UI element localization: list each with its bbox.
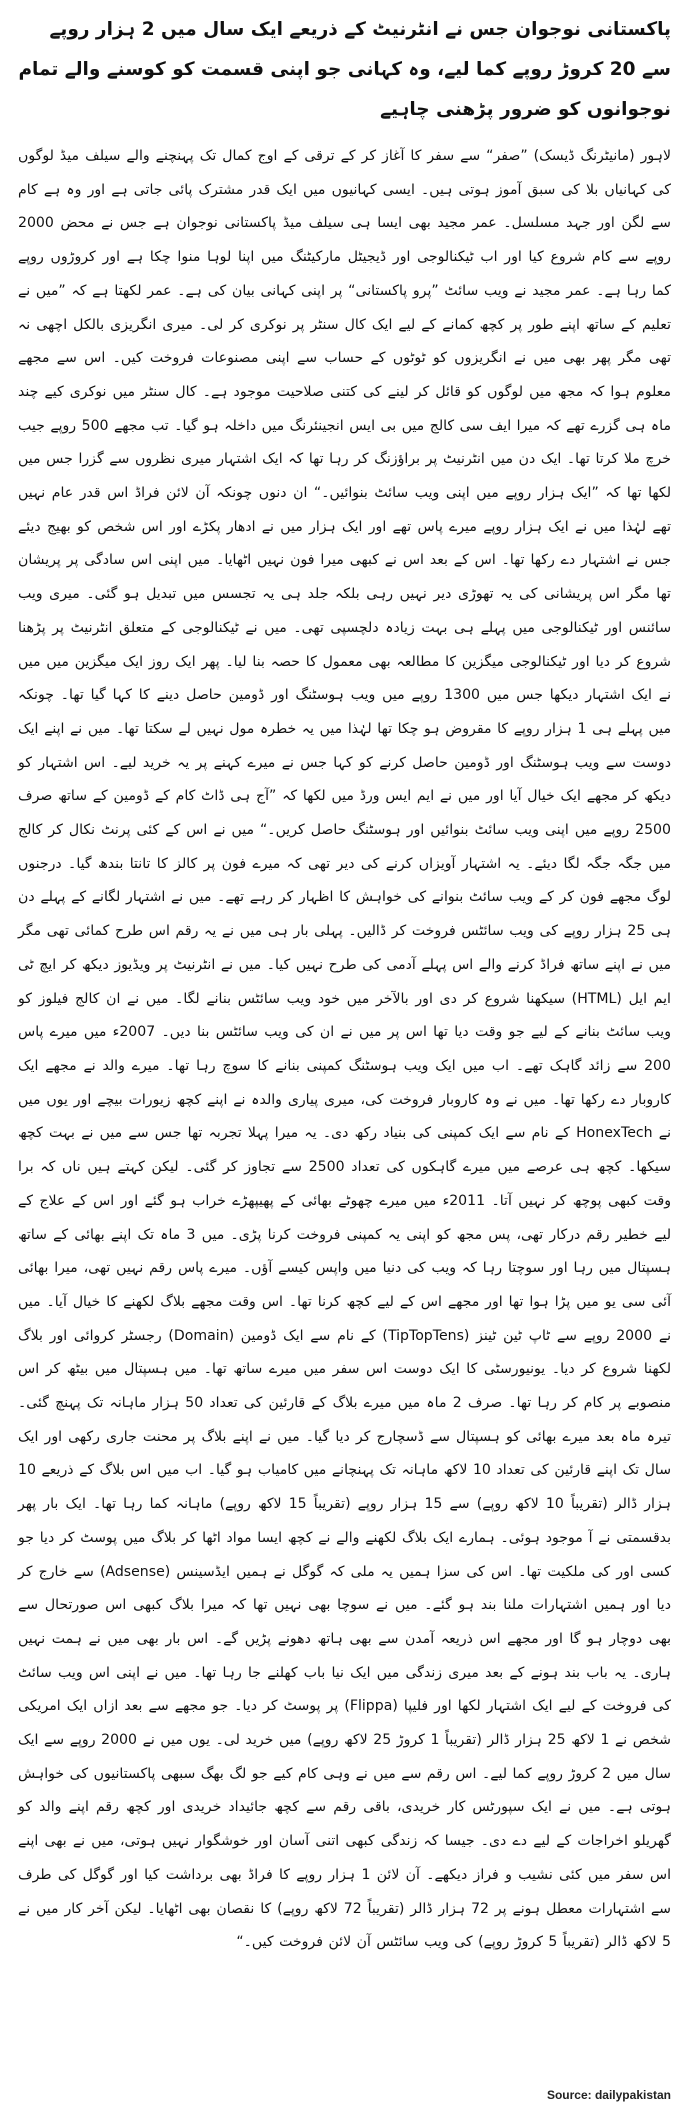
article-headline: پاکستانی نوجوان جس نے انٹرنیٹ کے ذریعے ایک سال میں 2 ہزار روپے سے 20 کروڑ روپے کما لیے، وہ کہانی جو اپنی قسمت کو کوسنے والے تمام نوجوانوں کو ضرور پڑھنی چاہیے [18, 19, 671, 120]
article-body: لاہور (مانیٹرنگ ڈیسک) ”صفر“ سے سفر کا آغاز کر کے ترقی کے اوج کمال تک پہنچنے والے سیلف میڈ لوگوں کی کہانیاں بلا کی سبق آموز ہوتی ہیں۔ ایسی کہانیوں میں ایک قدر مشترک پائی جاتی ہے اور وہ ہے کام سے لگن اور جہد مسلسل۔ عمر مجید بھی ایسا ہی سیلف میڈ پاکستانی نوجوان ہے جس نے محض 2000 روپے سے کام شروع کیا اور اب ٹیکنالوجی اور ڈیجیٹل مارکیٹنگ میں اپنا لوہا منوا چکا ہے اور کروڑوں روپے کما رہا ہے۔ عمر مجید نے ویب سائٹ ”پرو پاکستانی“ پر اپنی کہانی بیان کی ہے۔ عمر لکھتا ہے کہ ”میں نے تعلیم کے ساتھ اپنے طور پر کچھ کمانے کے لیے ایک کال سنٹر پر نوکری کر لی۔ میری انگریزی بالکل اچھی نہ تھی مگر پھر بھی میں نے انگریزوں کو ٹوٹوں کے حساب سے اپنی مصنوعات فروخت کیں۔ اس سے مجھے معلوم ہوا کہ مجھ میں لوگوں کو قائل کر لینے کی کتنی صلاحیت موجود ہے۔ کال سنٹر میں نوکری کیے چند ماہ ہی گزرے تھے کہ میرا ایف سی کالج میں بی ایس انجینئرنگ میں داخلہ ہو گیا۔ تب مجھے 500 روپے جیب خرچ ملا کرتا تھا۔ ایک دن میں انٹرنیٹ پر براؤزنگ کر رہا تھا کہ ایک اشتہار میری نظروں سے گزرا جس میں لکھا تھا کہ ”ایک ہزار روپے میں اپنی ویب سائٹ بنوائیں۔“ ان دنوں چونکہ آن لائن فراڈ اس قدر عام نہیں تھے لہٰذا میں نے ایک ہزار روپے میرے پاس تھے اور ایک ہزار میں نے ادھار پکڑے اور اس شخص کو بھیج دیئے جس نے اشتہار دے رکھا تھا۔ اس کے بعد اس نے کبھی میرا فون نہیں اٹھایا۔ میں اپنی اس سادگی پر پریشان تھا مگر اس پریشانی کی یہ تھوڑی دیر نہیں رہی بلکہ جلد ہی یہ تجسس میں تبدیل ہو گئی۔ میری ویب سائنس اور ٹیکنالوجی میں پہلے ہی بہت زیادہ دلچسپی تھی۔ میں نے ٹیکنالوجی کے متعلق انٹرنیٹ پر پڑھنا شروع کر دیا اور ٹیکنالوجی میگزین کا مطالعہ بھی معمول کا حصہ بنا لیا۔ پھر ایک روز ایک میگزین میں میں نے ایک اشتہار دیکھا جس میں 1300 روپے میں ویب ہوسٹنگ اور ڈومین حاصل دینے کا کہا گیا تھا۔ چونکہ میں پہلے ہی 1 ہزار روپے کا مقروض ہو چکا تھا لہٰذا میں یہ خطرہ مول نہیں لے سکتا تھا۔ میں نے اپنے ایک دوست سے ویب ہوسٹنگ اور ڈومین حاصل کرنے کو کہا جس نے میرے کہنے پر یہ خرید لیے۔ اس اشتہار کو دیکھ کر مجھے ایک خیال آیا اور میں نے ایم ایس ورڈ میں لکھا کہ ”آج ہی ڈاٹ کام کے ڈومین کے ساتھ صرف 2500 روپے میں اپنی ویب سائٹ بنوائیں اور ہوسٹنگ حاصل کریں۔“ میں نے اس کے کئی پرنٹ نکال کر کالج میں جگہ جگہ لگا دیئے۔ یہ اشتہار آویزاں کرنے کی دیر تھی کہ میرے فون پر کالز کا تانتا بندھ گیا۔ درجنوں لوگ مجھے فون کر کے ویب سائٹ بنوانے کی خواہش کا اظہار کر رہے تھے۔ میں نے اشتہار لگانے کے پہلے دن ہی 25 ہزار روپے کی ویب سائٹس فروخت کر ڈالیں۔ پہلی بار ہی میں نے یہ رقم اس طرح کمائی تھی مگر میں نے اپنے ساتھ فراڈ کرنے والے اس پہلے آدمی کی طرح نہیں کیا۔ میں نے انٹرنیٹ پر ویڈیوز دیکھ کر ایچ ٹی ایم ایل (HTML) سیکھنا شروع کر دی اور بالآخر میں خود ویب سائٹس بنانے لگا۔ میں نے ان کالج فیلوز کو ویب سائٹ بنانے کے لیے جو وقت دیا تھا اس پر میں نے ان کی ویب سائٹس بنا دیں۔ 2007ء میں میرے پاس 200 سے زائد گاہک تھے۔ اب میں ایک ویب ہوسٹنگ کمپنی بنانے کا سوچ رہا تھا۔ میرے والد نے مجھے ایک کاروبار دے رکھا تھا۔ میں نے وہ کاروبار فروخت کی، میری پیاری والدہ نے اپنے کچھ زیورات بیچے اور یوں میں نے HonexTech کے نام سے ایک کمپنی کی بنیاد رکھ دی۔ یہ میرا پہلا تجربہ تھا جس سے میں نے بہت کچھ سیکھا۔ کچھ ہی عرصے میں میرے گاہکوں کی تعداد 2500 سے تجاوز کر گئی۔ لیکن کہتے ہیں ناں کہ برا وقت کبھی پوچھ کر نہیں آتا۔ 2011ء میں میرے چھوٹے بھائی کے پھیپھڑے خراب ہو گئے اور اس کے علاج کے لیے خطیر رقم درکار تھی، پس مجھ کو اپنی یہ کمپنی فروخت کرنا پڑی۔ میں 3 ماہ تک اپنے بھائی کے ساتھ ہسپتال میں رہا اور سوچتا رہا کہ ویب کی دنیا میں واپس کیسے آؤں۔ میرے پاس رقم نہیں تھی، میرا بھائی آئی سی یو میں پڑا ہوا تھا اور مجھے اس کے لیے کچھ کرنا تھا۔ اس وقت مجھے بلاگ لکھنے کا خیال آیا۔ میں نے 2000 روپے سے ٹاپ ٹین ٹینز (TipTopTens) کے نام سے ایک ڈومین (Domain) رجسٹر کروائی اور بلاگ لکھنا شروع کر دیا۔ یونیورسٹی کا ایک دوست اس سفر میں میرے ساتھ تھا۔ میں ہسپتال میں بیٹھ کر اس منصوبے پر کام کر رہا تھا۔ صرف 2 ماہ میں میرے بلاگ کے قارئین کی تعداد 50 ہزار ماہانہ تک پہنچ گئی۔ تیرہ ماہ بعد میرے بھائی کو ہسپتال سے ڈسچارج کر دیا گیا۔ میں نے اپنے بلاگ پر محنت جاری رکھی اور ایک سال تک اپنے قارئین کی تعداد 10 لاکھ ماہانہ تک پہنچانے میں کامیاب ہو گیا۔ اب میں اس بلاگ کے ذریعے 10 ہزار ڈالر (تقریباً 10 لاکھ روپے) سے 15 ہزار روپے (تقریباً 15 لاکھ روپے) ماہانہ کما رہا تھا۔ ایک بار پھر بدقسمتی نے آ موجود ہوئی۔ ہمارے ایک بلاگ لکھنے والے نے کچھ ایسا مواد اٹھا کر بلاگ میں پوسٹ کر دیا جو کسی اور کی ملکیت تھا۔ اس کی سزا ہمیں یہ ملی کہ گوگل نے ہمیں ایڈسینس (Adsense) سے خارج کر دیا اور ہمیں اشتہارات ملنا بند ہو گئے۔ میں نے سوچا بھی نہیں تھا کہ میرا بلاگ کبھی اس صورتحال سے بھی دوچار ہو گا اور مجھے اس ذریعہ آمدن سے بھی ہاتھ دھونے پڑیں گے۔ اس بار بھی میں نے ہمت نہیں ہاری۔ یہ باب بند ہونے کے بعد میری زندگی میں ایک نیا باب کھلنے جا رہا تھا۔ میں نے اپنی اس ویب سائٹ کی فروخت کے لیے ایک اشتہار لکھا اور فلیپا (Flippa) پر پوسٹ کر دیا۔ جو مجھے سے بعد ازاں ایک امریکی شخص نے 1 لاکھ 25 ہزار ڈالر (تقریباً 1 کروڑ 25 لاکھ روپے) میں خرید لی۔ یوں میں نے 2000 روپے سے ایک سال میں 2 کروڑ روپے کما لیے۔ اس رقم سے میں نے وہی کام کیے جو لگ بھگ سبھی پاکستانیوں کی خواہش ہوتی ہے۔ میں نے ایک سپورٹس کار خریدی، باقی رقم سے کچھ جائیداد خریدی اور کچھ رقم اپنے والد کو گھریلو اخراجات کے لیے دے دی۔ جیسا کہ زندگی کبھی اتنی آسان اور خوشگوار نہیں ہوتی، میں نے بھی اپنے اس سفر میں کئی نشیب و فراز دیکھے۔ آن لائن 1 ہزار روپے کا فراڈ بھی برداشت کیا اور گوگل کی طرف سے اشتہارات معطل ہونے پر 72 ہزار ڈالر (تقریباً 72 لاکھ روپے) کا نقصان بھی اٹھایا۔ لیکن آخر کار میں نے 5 لاکھ ڈالر (تقریباً 5 کروڑ روپے) کی ویب سائٹس آن لائن فروخت کیں۔“ [18, 148, 672, 1951]
source-credit: Source: dailypakistan [546, 2088, 671, 2102]
